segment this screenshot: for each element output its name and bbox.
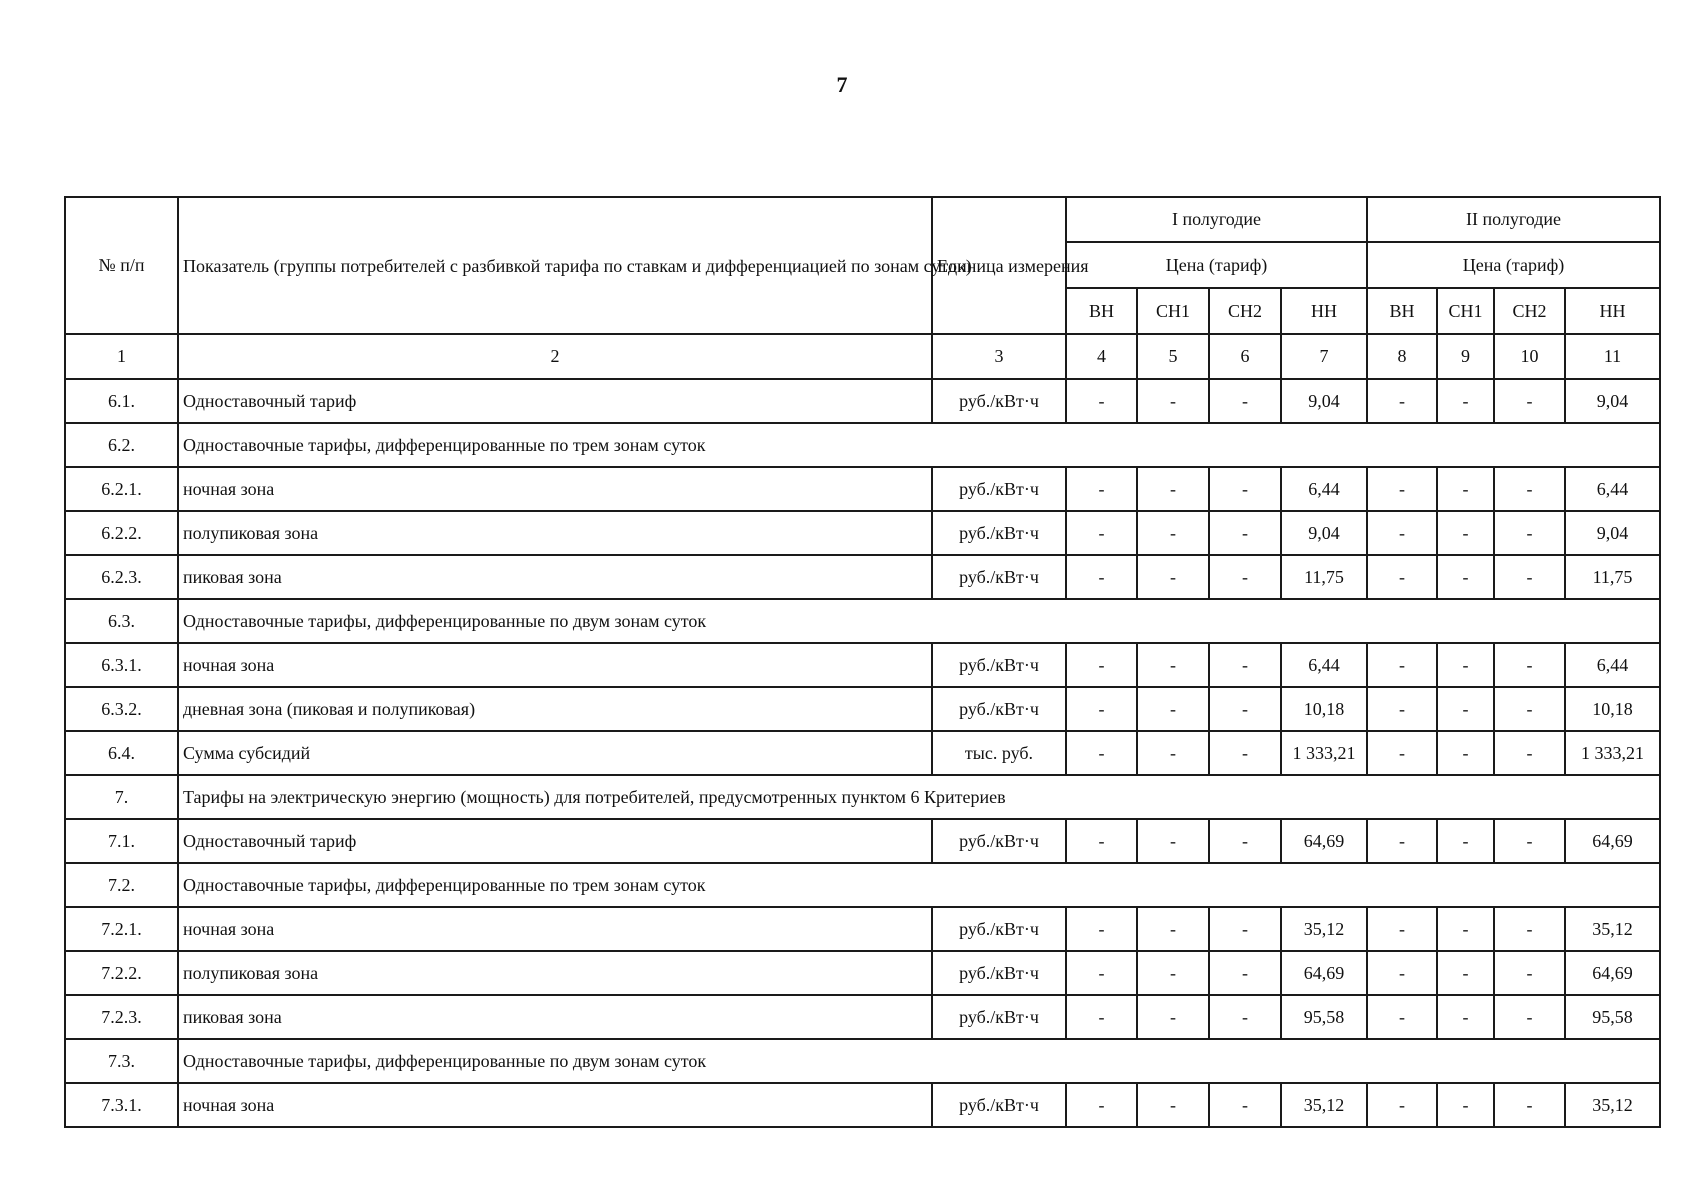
section-title: Одноставочные тарифы, дифференцированные по трем зонам суток bbox=[178, 863, 1660, 907]
value-cell: - bbox=[1209, 511, 1281, 555]
header-level: НН bbox=[1281, 288, 1367, 334]
indicator-name: пиковая зона bbox=[178, 555, 932, 599]
header-level: ВН bbox=[1066, 288, 1137, 334]
row-number: 7.2.3. bbox=[65, 995, 178, 1039]
value-cell: - bbox=[1367, 687, 1437, 731]
column-number: 8 bbox=[1367, 334, 1437, 379]
indicator-name: ночная зона bbox=[178, 1083, 932, 1127]
indicator-name: Одноставочный тариф bbox=[178, 819, 932, 863]
value-cell: - bbox=[1066, 995, 1137, 1039]
column-number: 9 bbox=[1437, 334, 1494, 379]
value-cell: 10,18 bbox=[1565, 687, 1660, 731]
header-price2: Цена (тариф) bbox=[1367, 242, 1660, 288]
section-row bbox=[65, 1039, 1660, 1083]
value-cell: - bbox=[1437, 687, 1494, 731]
value-cell: 35,12 bbox=[1565, 907, 1660, 951]
value-cell: - bbox=[1437, 907, 1494, 951]
value-cell: - bbox=[1137, 379, 1209, 423]
unit-cell: руб./кВт·ч bbox=[932, 819, 1066, 863]
header-price1: Цена (тариф) bbox=[1066, 242, 1367, 288]
value-cell: - bbox=[1437, 731, 1494, 775]
header-num: № п/п bbox=[65, 197, 178, 334]
table-row bbox=[65, 1083, 1660, 1127]
unit-cell: руб./кВт·ч bbox=[932, 951, 1066, 995]
value-cell: - bbox=[1066, 467, 1137, 511]
value-cell: - bbox=[1494, 907, 1565, 951]
row-number: 7.2.2. bbox=[65, 951, 178, 995]
value-cell: 9,04 bbox=[1281, 379, 1367, 423]
value-cell: - bbox=[1494, 511, 1565, 555]
unit-cell: руб./кВт·ч bbox=[932, 379, 1066, 423]
value-cell: - bbox=[1209, 643, 1281, 687]
value-cell: - bbox=[1437, 643, 1494, 687]
value-cell: - bbox=[1137, 731, 1209, 775]
column-number: 7 bbox=[1281, 334, 1367, 379]
header-level: НН bbox=[1565, 288, 1660, 334]
table-row bbox=[65, 379, 1660, 423]
value-cell: - bbox=[1367, 819, 1437, 863]
value-cell: - bbox=[1137, 1083, 1209, 1127]
header-level: СН2 bbox=[1494, 288, 1565, 334]
value-cell: - bbox=[1066, 379, 1137, 423]
value-cell: - bbox=[1209, 555, 1281, 599]
section-row bbox=[65, 775, 1660, 819]
value-cell: 64,69 bbox=[1565, 951, 1660, 995]
value-cell: 11,75 bbox=[1565, 555, 1660, 599]
unit-cell: руб./кВт·ч bbox=[932, 907, 1066, 951]
value-cell: - bbox=[1137, 555, 1209, 599]
indicator-name: пиковая зона bbox=[178, 995, 932, 1039]
header-level: ВН bbox=[1367, 288, 1437, 334]
value-cell: - bbox=[1137, 643, 1209, 687]
value-cell: 95,58 bbox=[1565, 995, 1660, 1039]
value-cell: - bbox=[1209, 995, 1281, 1039]
value-cell: - bbox=[1209, 1083, 1281, 1127]
value-cell: - bbox=[1494, 951, 1565, 995]
row-number: 6.4. bbox=[65, 731, 178, 775]
header-half1: I полугодие bbox=[1066, 197, 1367, 242]
unit-cell: руб./кВт·ч bbox=[932, 511, 1066, 555]
table-row bbox=[65, 643, 1660, 687]
value-cell: 9,04 bbox=[1565, 511, 1660, 555]
unit-cell: руб./кВт·ч bbox=[932, 687, 1066, 731]
table-row bbox=[65, 731, 1660, 775]
value-cell: - bbox=[1437, 555, 1494, 599]
unit-cell: руб./кВт·ч bbox=[932, 1083, 1066, 1127]
column-number: 11 bbox=[1565, 334, 1660, 379]
value-cell: 11,75 bbox=[1281, 555, 1367, 599]
value-cell: - bbox=[1209, 687, 1281, 731]
section-title: Одноставочные тарифы, дифференцированные по трем зонам суток bbox=[178, 423, 1660, 467]
value-cell: - bbox=[1367, 379, 1437, 423]
value-cell: - bbox=[1367, 995, 1437, 1039]
value-cell: - bbox=[1066, 643, 1137, 687]
value-cell: - bbox=[1137, 819, 1209, 863]
section-row bbox=[65, 863, 1660, 907]
row-number: 6.2.2. bbox=[65, 511, 178, 555]
unit-cell: руб./кВт·ч bbox=[932, 995, 1066, 1039]
value-cell: - bbox=[1066, 687, 1137, 731]
column-number: 10 bbox=[1494, 334, 1565, 379]
value-cell: - bbox=[1437, 951, 1494, 995]
value-cell: 35,12 bbox=[1281, 907, 1367, 951]
page-number: 7 bbox=[836, 72, 848, 97]
value-cell: - bbox=[1367, 1083, 1437, 1127]
value-cell: - bbox=[1066, 819, 1137, 863]
row-number: 6.3. bbox=[65, 599, 178, 643]
value-cell: - bbox=[1494, 379, 1565, 423]
value-cell: 35,12 bbox=[1281, 1083, 1367, 1127]
column-number: 4 bbox=[1066, 334, 1137, 379]
value-cell: - bbox=[1209, 907, 1281, 951]
value-cell: 1 333,21 bbox=[1281, 731, 1367, 775]
value-cell: 6,44 bbox=[1281, 643, 1367, 687]
value-cell: - bbox=[1437, 511, 1494, 555]
value-cell: 35,12 bbox=[1565, 1083, 1660, 1127]
row-number: 7.3.1. bbox=[65, 1083, 178, 1127]
column-number: 2 bbox=[178, 334, 932, 379]
row-number: 6.2.3. bbox=[65, 555, 178, 599]
value-cell: - bbox=[1137, 951, 1209, 995]
value-cell: 64,69 bbox=[1281, 951, 1367, 995]
indicator-name: полупиковая зона bbox=[178, 951, 932, 995]
value-cell: - bbox=[1137, 995, 1209, 1039]
value-cell: - bbox=[1494, 643, 1565, 687]
row-number: 6.3.2. bbox=[65, 687, 178, 731]
value-cell: 9,04 bbox=[1565, 379, 1660, 423]
value-cell: - bbox=[1367, 643, 1437, 687]
indicator-name: ночная зона bbox=[178, 643, 932, 687]
section-row bbox=[65, 599, 1660, 643]
value-cell: - bbox=[1367, 555, 1437, 599]
value-cell: 64,69 bbox=[1281, 819, 1367, 863]
value-cell: - bbox=[1437, 819, 1494, 863]
value-cell: - bbox=[1137, 687, 1209, 731]
table-header bbox=[65, 197, 1660, 379]
value-cell: - bbox=[1494, 995, 1565, 1039]
value-cell: 10,18 bbox=[1281, 687, 1367, 731]
header-half2: II полугодие bbox=[1367, 197, 1660, 242]
section-title: Тарифы на электрическую энергию (мощность) для потребителей, предусмотренных пунктом 6 Критериев bbox=[178, 775, 1660, 819]
value-cell: - bbox=[1209, 951, 1281, 995]
header-unit: Единица измерения bbox=[932, 197, 1066, 334]
value-cell: - bbox=[1066, 511, 1137, 555]
value-cell: - bbox=[1494, 555, 1565, 599]
table-row bbox=[65, 511, 1660, 555]
header-level: СН2 bbox=[1209, 288, 1281, 334]
indicator-name: ночная зона bbox=[178, 467, 932, 511]
value-cell: - bbox=[1137, 467, 1209, 511]
value-cell: - bbox=[1066, 1083, 1137, 1127]
value-cell: 6,44 bbox=[1565, 643, 1660, 687]
value-cell: 6,44 bbox=[1565, 467, 1660, 511]
value-cell: 95,58 bbox=[1281, 995, 1367, 1039]
row-number: 7.3. bbox=[65, 1039, 178, 1083]
indicator-name: полупиковая зона bbox=[178, 511, 932, 555]
column-number: 1 bbox=[65, 334, 178, 379]
row-number: 7.2.1. bbox=[65, 907, 178, 951]
header-indicator: Показатель (группы потребителей с разбивкой тарифа по ставкам и дифференциацией по зонам суток) bbox=[178, 197, 932, 334]
value-cell: - bbox=[1066, 951, 1137, 995]
value-cell: - bbox=[1066, 731, 1137, 775]
header-level: СН1 bbox=[1437, 288, 1494, 334]
value-cell: - bbox=[1367, 511, 1437, 555]
value-cell: 64,69 bbox=[1565, 819, 1660, 863]
value-cell: - bbox=[1209, 731, 1281, 775]
table-row bbox=[65, 995, 1660, 1039]
table-row bbox=[65, 555, 1660, 599]
value-cell: 1 333,21 bbox=[1565, 731, 1660, 775]
value-cell: - bbox=[1209, 379, 1281, 423]
column-number: 3 bbox=[932, 334, 1066, 379]
value-cell: - bbox=[1437, 379, 1494, 423]
section-row bbox=[65, 423, 1660, 467]
value-cell: - bbox=[1437, 467, 1494, 511]
value-cell: - bbox=[1494, 467, 1565, 511]
value-cell: - bbox=[1137, 511, 1209, 555]
row-number: 6.2.1. bbox=[65, 467, 178, 511]
table-row bbox=[65, 467, 1660, 511]
row-number: 6.1. bbox=[65, 379, 178, 423]
indicator-name: Сумма субсидий bbox=[178, 731, 932, 775]
value-cell: - bbox=[1494, 687, 1565, 731]
table-row bbox=[65, 687, 1660, 731]
indicator-name: дневная зона (пиковая и полупиковая) bbox=[178, 687, 932, 731]
row-number: 7.1. bbox=[65, 819, 178, 863]
unit-cell: тыс. руб. bbox=[932, 731, 1066, 775]
table-row bbox=[65, 907, 1660, 951]
section-title: Одноставочные тарифы, дифференцированные по двум зонам суток bbox=[178, 599, 1660, 643]
row-number: 6.2. bbox=[65, 423, 178, 467]
value-cell: - bbox=[1494, 731, 1565, 775]
unit-cell: руб./кВт·ч bbox=[932, 643, 1066, 687]
value-cell: - bbox=[1494, 819, 1565, 863]
header-level: СН1 bbox=[1137, 288, 1209, 334]
value-cell: - bbox=[1367, 731, 1437, 775]
row-number: 7. bbox=[65, 775, 178, 819]
value-cell: - bbox=[1437, 995, 1494, 1039]
row-number: 6.3.1. bbox=[65, 643, 178, 687]
value-cell: - bbox=[1367, 951, 1437, 995]
value-cell: - bbox=[1367, 467, 1437, 511]
table-row bbox=[65, 951, 1660, 995]
value-cell: - bbox=[1494, 1083, 1565, 1127]
indicator-name: Одноставочный тариф bbox=[178, 379, 932, 423]
column-number: 5 bbox=[1137, 334, 1209, 379]
value-cell: - bbox=[1137, 907, 1209, 951]
value-cell: 9,04 bbox=[1281, 511, 1367, 555]
row-number: 7.2. bbox=[65, 863, 178, 907]
value-cell: - bbox=[1367, 907, 1437, 951]
value-cell: - bbox=[1437, 1083, 1494, 1127]
column-number: 6 bbox=[1209, 334, 1281, 379]
section-title: Одноставочные тарифы, дифференцированные по двум зонам суток bbox=[178, 1039, 1660, 1083]
unit-cell: руб./кВт·ч bbox=[932, 555, 1066, 599]
value-cell: - bbox=[1066, 555, 1137, 599]
tariff-table bbox=[64, 196, 1661, 1128]
value-cell: - bbox=[1066, 907, 1137, 951]
value-cell: - bbox=[1209, 819, 1281, 863]
indicator-name: ночная зона bbox=[178, 907, 932, 951]
value-cell: 6,44 bbox=[1281, 467, 1367, 511]
table-body bbox=[65, 379, 1660, 1127]
table-row bbox=[65, 819, 1660, 863]
unit-cell: руб./кВт·ч bbox=[932, 467, 1066, 511]
value-cell: - bbox=[1209, 467, 1281, 511]
